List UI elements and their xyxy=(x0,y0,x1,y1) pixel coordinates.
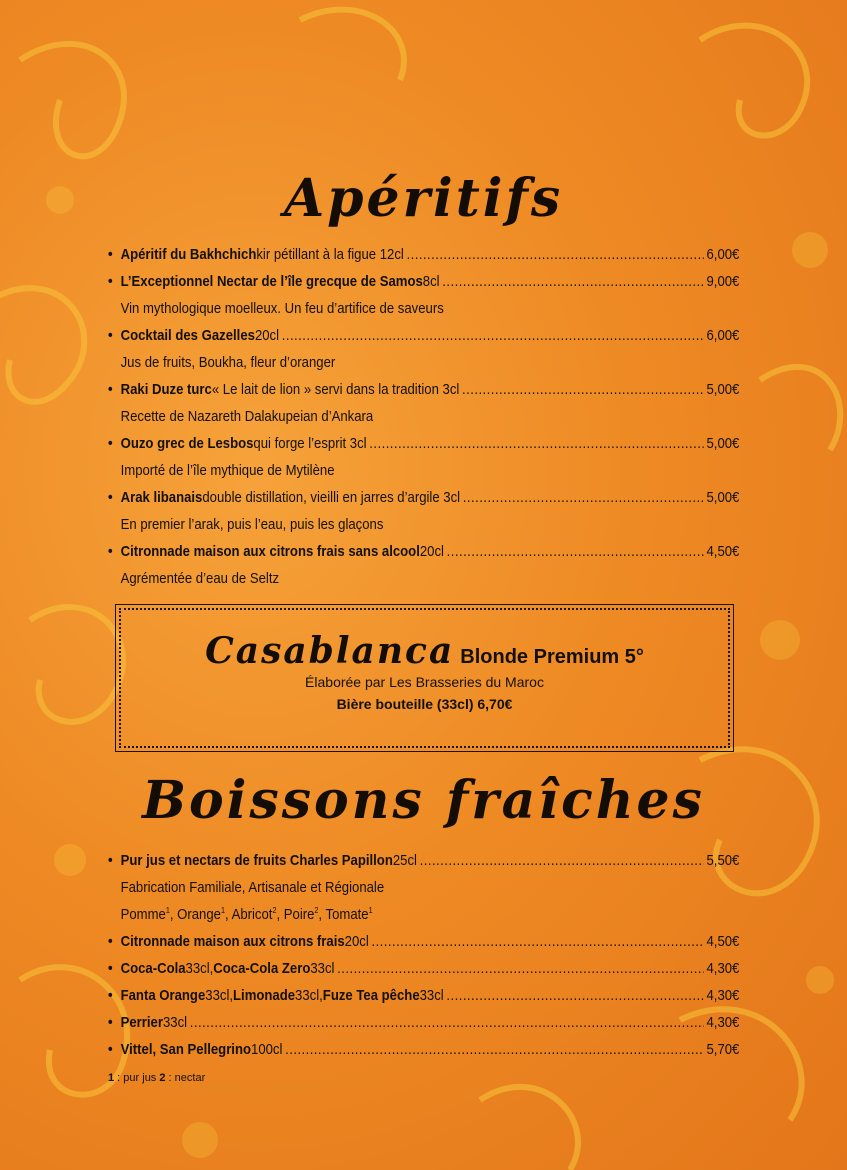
footnote-mark-2: 2 xyxy=(159,1072,166,1084)
item-name: L’Exceptionnel Nectar de l’île grecque de Samos xyxy=(120,274,423,290)
item-name: Coca-Cola xyxy=(120,961,186,977)
item-description: Recette de Nazareth Dalakupeian d’Ankara xyxy=(120,409,374,425)
flavor-name: Abricot xyxy=(231,907,273,923)
beer-box xyxy=(119,608,730,748)
item-detail: 33cl xyxy=(162,1015,188,1031)
item-price: 9,00€ xyxy=(706,274,740,290)
bullet: • xyxy=(108,382,113,398)
soft-drinks-title: Boissons fraîches xyxy=(142,770,705,831)
item-description: En premier l’arak, puis l’eau, puis les glaçons xyxy=(120,517,384,533)
leader-dots xyxy=(462,377,704,404)
item-price: 4,50€ xyxy=(706,934,740,950)
item-description: Agrémentée d’eau de Seltz xyxy=(120,571,280,587)
beer-type: Blonde Premium 5° xyxy=(460,646,644,668)
item-line xyxy=(108,956,739,983)
leader-dots xyxy=(371,929,703,956)
flavor-name: Orange xyxy=(177,907,221,923)
leader-dots xyxy=(420,848,704,875)
item-line xyxy=(108,431,739,458)
leader-dots xyxy=(446,983,703,1010)
item-price: 6,00€ xyxy=(706,328,740,344)
item-description: Importé de l’île mythique de Mytilène xyxy=(120,463,335,479)
item-line xyxy=(108,242,739,269)
flavor-mark: 1 xyxy=(368,906,373,916)
bullet: • xyxy=(108,988,113,1004)
item-name: Raki Duze turc xyxy=(120,382,212,398)
footnote xyxy=(108,1072,205,1084)
flavor-mark: 1 xyxy=(165,906,170,916)
item-price: 5,00€ xyxy=(706,490,740,506)
item-detail: « Le lait de lion » servi dans la tradition 3cl xyxy=(211,382,460,398)
item-price: 5,00€ xyxy=(706,382,740,398)
item-price: 4,50€ xyxy=(706,544,740,560)
flavor-mark: 2 xyxy=(272,906,277,916)
item-detail: 20cl xyxy=(344,934,369,950)
item-name: Citronnade maison aux citrons frais sans alcool xyxy=(120,544,420,560)
item-detail: 20cl xyxy=(254,328,280,344)
soft-drinks-list-more xyxy=(108,929,740,1064)
flavor-name: Pomme xyxy=(120,907,166,923)
bullet: • xyxy=(108,247,113,263)
item-description: Vin mythologique moelleux. Un feu d’artifice de saveurs xyxy=(120,301,444,317)
beer-subtitle: Élaborée par Les Brasseries du Maroc xyxy=(305,674,544,690)
beer-heading xyxy=(121,630,728,672)
item-price: 4,30€ xyxy=(706,988,740,1004)
menu-item-juice xyxy=(108,848,740,929)
item-name: Limonade xyxy=(233,988,296,1004)
item-price: 4,30€ xyxy=(706,961,740,977)
leader-dots xyxy=(442,269,703,296)
menu-item xyxy=(108,377,740,431)
item-name: Fanta Orange xyxy=(120,988,206,1004)
item-price: 5,70€ xyxy=(706,1042,740,1058)
item-detail: kir pétillant à la figue 12cl xyxy=(256,247,404,263)
item-detail: 33cl, xyxy=(295,988,323,1004)
bullet: • xyxy=(108,934,113,950)
leader-dots xyxy=(190,1010,704,1037)
item-detail: qui forge l’esprit 3cl xyxy=(253,436,367,452)
menu-item xyxy=(108,1037,740,1064)
flavor-mark: 1 xyxy=(220,906,225,916)
footnote-mark-1: 1 xyxy=(108,1072,115,1084)
item-line xyxy=(108,929,739,956)
item-name: Coca-Cola Zero xyxy=(213,961,311,977)
item-detail: 33cl xyxy=(419,988,444,1004)
aperitifs-title: Apéritifs xyxy=(283,168,564,229)
footnote-text-2: : nectar xyxy=(165,1072,206,1084)
leader-dots xyxy=(447,539,704,566)
item-detail: 33cl, xyxy=(205,988,234,1004)
soft-drinks-list xyxy=(108,848,740,929)
juice-flavors xyxy=(108,902,752,929)
item-detail: 33cl xyxy=(310,961,335,977)
item-detail: 100cl xyxy=(251,1042,283,1058)
item-name: Vittel, San Pellegrino xyxy=(120,1042,252,1058)
menu-item xyxy=(108,323,740,377)
flavor-name: Poire xyxy=(283,907,315,923)
item-line xyxy=(108,983,739,1010)
footnote-text-1: : pur jus xyxy=(114,1072,160,1084)
item-name: Pur jus et nectars de fruits Charles Papillon xyxy=(120,853,393,869)
menu-item xyxy=(108,269,740,323)
leader-dots xyxy=(463,485,704,512)
menu-item xyxy=(108,929,740,956)
item-line xyxy=(108,485,739,512)
beer-price: Bière bouteille (33cl) 6,70€ xyxy=(336,696,513,712)
item-detail: 25cl xyxy=(392,853,417,869)
leader-dots xyxy=(282,323,704,350)
flavor-mark: 2 xyxy=(314,906,319,916)
bullet: • xyxy=(108,436,113,452)
item-price: 6,00€ xyxy=(706,247,740,263)
menu-item xyxy=(108,485,740,539)
menu-item xyxy=(108,1010,740,1037)
menu-item xyxy=(108,539,740,593)
item-name: Perrier xyxy=(120,1015,163,1031)
item-detail: 33cl, xyxy=(185,961,214,977)
leader-dots xyxy=(407,242,704,269)
menu-item xyxy=(108,242,740,269)
beer-brand: Casablanca xyxy=(205,630,455,672)
bullet: • xyxy=(108,274,113,290)
bullet: • xyxy=(108,544,113,560)
item-name: Apéritif du Bakhchich xyxy=(120,247,257,263)
bullet: • xyxy=(108,853,113,869)
leader-dots xyxy=(369,431,703,458)
item-description: Fabrication Familiale, Artisanale et Régionale xyxy=(120,880,385,896)
item-description: Jus de fruits, Boukha, fleur d’oranger xyxy=(120,355,336,371)
item-price: 5,00€ xyxy=(706,436,740,452)
item-line xyxy=(108,1037,739,1064)
flavor-sep: , xyxy=(224,907,232,923)
item-line xyxy=(108,1010,739,1037)
flavor-sep: , xyxy=(169,907,178,923)
bullet: • xyxy=(108,328,113,344)
leader-dots xyxy=(337,956,704,983)
bullet: • xyxy=(108,1042,113,1058)
item-name: Ouzo grec de Lesbos xyxy=(120,436,254,452)
item-name: Citronnade maison aux citrons frais xyxy=(120,934,345,950)
menu-item xyxy=(108,431,740,485)
menu-item xyxy=(108,956,740,983)
item-price: 4,30€ xyxy=(706,1015,740,1031)
flavor-sep: , xyxy=(276,907,284,923)
item-name: Cocktail des Gazelles xyxy=(120,328,255,344)
item-name: Fuze Tea pêche xyxy=(322,988,420,1004)
aperitifs-list xyxy=(108,242,740,593)
item-line xyxy=(108,377,739,404)
leader-dots xyxy=(285,1037,704,1064)
item-detail: double distillation, vieilli en jarres d’argile 3cl xyxy=(202,490,461,506)
flavor-sep: , xyxy=(318,907,326,923)
bullet: • xyxy=(108,961,113,977)
bullet: • xyxy=(108,1015,113,1031)
bullet: • xyxy=(108,490,113,506)
item-price: 5,50€ xyxy=(706,853,740,869)
item-detail: 20cl xyxy=(419,544,444,560)
menu-item xyxy=(108,983,740,1010)
flavor-name: Tomate xyxy=(325,907,369,923)
item-detail: 8cl xyxy=(422,274,440,290)
item-line xyxy=(108,323,739,350)
item-line xyxy=(108,269,739,296)
item-line xyxy=(108,539,739,566)
item-name: Arak libanais xyxy=(120,490,203,506)
